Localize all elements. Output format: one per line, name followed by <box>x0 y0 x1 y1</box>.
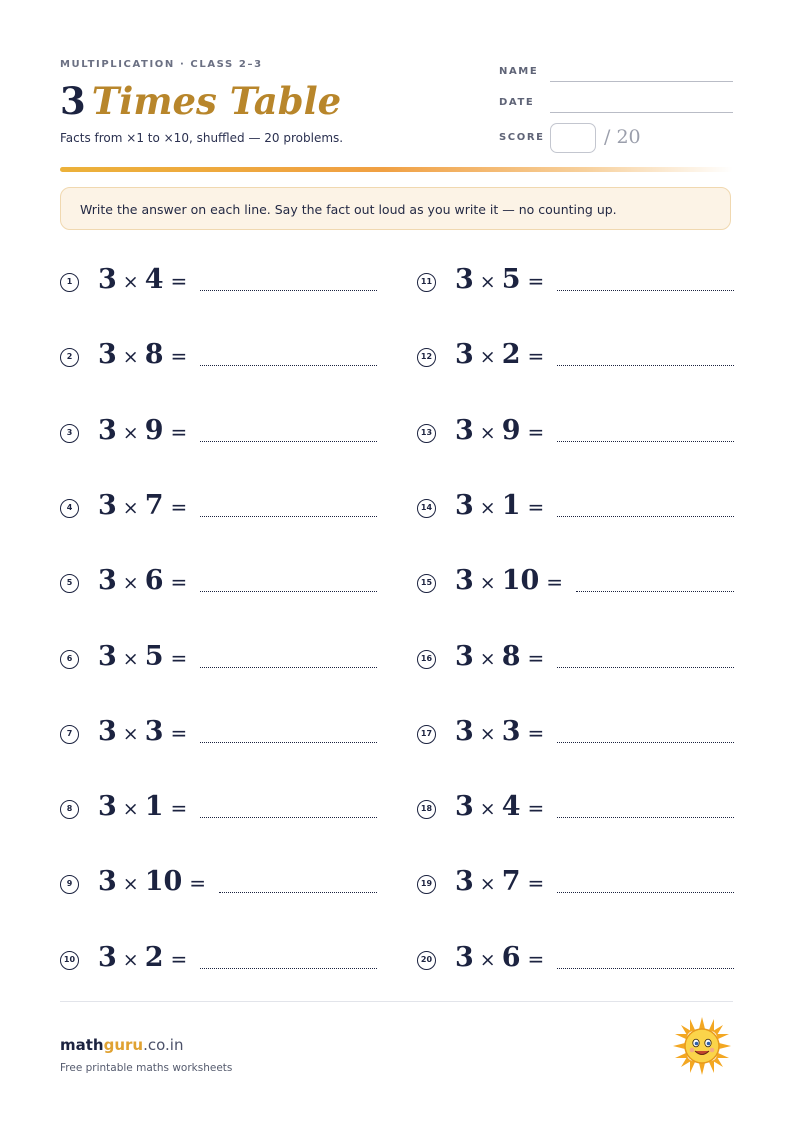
problem-item <box>60 641 377 681</box>
problem-item <box>60 942 377 982</box>
operand-a: 3 <box>98 414 117 446</box>
problem-number: 13 <box>417 424 436 443</box>
operand-a: 3 <box>98 640 117 672</box>
multiply-sign: × <box>479 572 496 595</box>
answer-line[interactable] <box>200 667 377 668</box>
answer-line[interactable] <box>557 516 734 517</box>
answer-line[interactable] <box>557 290 734 291</box>
problem-equation <box>98 942 377 973</box>
problem-item <box>417 866 734 906</box>
operand-a: 3 <box>98 791 117 823</box>
problem-number: 8 <box>60 800 79 819</box>
operand-b: 9 <box>144 414 164 446</box>
equals-sign: = <box>527 871 545 896</box>
problem-number: 7 <box>60 725 79 744</box>
problem-number: 10 <box>60 951 79 970</box>
equals-sign: = <box>170 645 188 670</box>
problem-number: 18 <box>417 800 436 819</box>
problem-number: 17 <box>417 725 436 744</box>
answer-line[interactable] <box>200 742 377 743</box>
equals-sign: = <box>170 570 188 595</box>
problem-equation <box>98 339 377 370</box>
problem-equation <box>455 716 734 747</box>
equals-sign: = <box>527 344 545 369</box>
multiply-sign: × <box>122 421 139 444</box>
problem-equation <box>98 641 377 672</box>
problem-item <box>60 866 377 906</box>
name-label: NAME <box>499 66 539 77</box>
operand-a: 3 <box>455 489 474 521</box>
problem-item <box>417 565 734 605</box>
equals-sign: = <box>527 645 545 670</box>
operand-a: 3 <box>455 414 474 446</box>
multiply-sign: × <box>122 722 139 745</box>
problem-item <box>417 339 734 379</box>
operand-a: 3 <box>98 264 117 295</box>
operand-b: 4 <box>501 791 521 823</box>
brand-part-1: math <box>60 1036 104 1054</box>
problem-item <box>417 641 734 681</box>
footer-divider <box>60 1001 733 1002</box>
problem-equation <box>455 565 734 596</box>
multiply-sign: × <box>122 948 139 971</box>
equals-sign: = <box>546 570 564 595</box>
problem-number: 14 <box>417 499 436 518</box>
problem-item <box>417 791 734 831</box>
problem-equation <box>98 716 377 747</box>
problem-number: 3 <box>60 424 79 443</box>
problem-item <box>417 264 734 304</box>
problem-equation <box>455 490 734 521</box>
operand-a: 3 <box>98 866 117 898</box>
page-title <box>60 78 341 124</box>
problem-equation <box>455 264 734 295</box>
brand-logo <box>60 1036 183 1054</box>
problem-equation <box>98 264 377 295</box>
answer-line[interactable] <box>200 817 377 818</box>
operand-a: 3 <box>455 565 474 597</box>
operand-b: 1 <box>501 489 521 521</box>
operand-b: 7 <box>501 866 521 898</box>
operand-b: 6 <box>144 565 164 597</box>
operand-a: 3 <box>98 715 117 747</box>
equals-sign: = <box>170 946 188 971</box>
multiply-sign: × <box>479 647 496 670</box>
equals-sign: = <box>527 494 545 519</box>
operand-b: 8 <box>144 339 164 371</box>
operand-b: 5 <box>501 264 521 295</box>
equals-sign: = <box>527 720 545 745</box>
problem-number: 11 <box>417 273 436 292</box>
score-total: / 20 <box>604 126 641 148</box>
operand-b: 2 <box>144 941 164 973</box>
date-field[interactable] <box>550 112 733 113</box>
problem-item <box>60 716 377 756</box>
answer-line[interactable] <box>557 667 734 668</box>
title-accent: Times Table <box>91 79 342 123</box>
equals-sign: = <box>527 796 545 821</box>
subtitle: Facts from ×1 to ×10, shuffled — 20 problems. <box>60 131 344 145</box>
problem-equation <box>98 866 377 897</box>
equals-sign: = <box>170 419 188 444</box>
operand-a: 3 <box>455 791 474 823</box>
problem-number: 12 <box>417 348 436 367</box>
problem-number: 16 <box>417 650 436 669</box>
problem-number: 6 <box>60 650 79 669</box>
problem-number: 9 <box>60 875 79 894</box>
multiply-sign: × <box>122 346 139 369</box>
multiply-sign: × <box>479 722 496 745</box>
multiply-sign: × <box>479 948 496 971</box>
problem-number: 2 <box>60 348 79 367</box>
answer-line[interactable] <box>557 817 734 818</box>
problem-equation <box>455 791 734 822</box>
tagline: Free printable maths worksheets <box>60 1062 233 1074</box>
problem-equation <box>455 415 734 446</box>
multiply-sign: × <box>479 346 496 369</box>
equals-sign: = <box>170 269 188 293</box>
problem-item <box>417 716 734 756</box>
equals-sign: = <box>527 946 545 971</box>
multiply-sign: × <box>479 271 496 293</box>
answer-line[interactable] <box>200 365 377 366</box>
problem-item <box>417 415 734 455</box>
multiply-sign: × <box>479 421 496 444</box>
operand-a: 3 <box>455 640 474 672</box>
problem-number: 5 <box>60 574 79 593</box>
multiply-sign: × <box>122 496 139 519</box>
problem-equation <box>98 565 377 596</box>
operand-a: 3 <box>98 941 117 973</box>
multiply-sign: × <box>479 496 496 519</box>
operand-a: 3 <box>455 941 474 973</box>
operand-b: 3 <box>144 715 164 747</box>
multiply-sign: × <box>122 271 139 293</box>
equals-sign: = <box>189 871 207 896</box>
operand-a: 3 <box>455 339 474 371</box>
operand-b: 3 <box>501 715 521 747</box>
answer-line[interactable] <box>219 892 377 893</box>
smiling-sun-icon <box>673 1017 731 1075</box>
answer-line[interactable] <box>576 591 734 592</box>
problem-number: 15 <box>417 574 436 593</box>
operand-a: 3 <box>98 565 117 597</box>
operand-b: 10 <box>501 565 540 597</box>
operand-b: 10 <box>144 866 183 898</box>
problem-item <box>60 264 377 304</box>
equals-sign: = <box>170 796 188 821</box>
multiply-sign: × <box>122 798 139 821</box>
problem-item <box>417 942 734 982</box>
score-box[interactable] <box>550 123 596 153</box>
operand-b: 7 <box>144 489 164 521</box>
equals-sign: = <box>170 344 188 369</box>
problem-equation <box>98 490 377 521</box>
problem-number: 20 <box>417 951 436 970</box>
operand-b: 5 <box>144 640 164 672</box>
operand-b: 8 <box>501 640 521 672</box>
operand-a: 3 <box>455 866 474 898</box>
answer-line[interactable] <box>200 968 377 969</box>
operand-a: 3 <box>455 715 474 747</box>
problem-item <box>60 339 377 379</box>
answer-line[interactable] <box>200 441 377 442</box>
brand-part-3: .co.in <box>143 1036 184 1054</box>
equals-sign: = <box>170 720 188 745</box>
problem-number: 1 <box>60 273 79 292</box>
operand-a: 3 <box>455 264 474 295</box>
answer-line[interactable] <box>557 968 734 969</box>
multiply-sign: × <box>479 873 496 896</box>
operand-a: 3 <box>98 339 117 371</box>
multiply-sign: × <box>122 873 139 896</box>
answer-line[interactable] <box>557 892 734 893</box>
problem-equation <box>455 942 734 973</box>
problem-equation <box>98 791 377 822</box>
operand-b: 2 <box>501 339 521 371</box>
accent-divider <box>60 167 733 172</box>
answer-line[interactable] <box>200 290 377 291</box>
answer-line[interactable] <box>557 365 734 366</box>
problem-equation <box>455 641 734 672</box>
brand-part-2: guru <box>103 1036 144 1054</box>
instructions-box: Write the answer on each line. Say the fact out loud as you write it — no counting up. <box>60 187 731 230</box>
answer-line[interactable] <box>200 516 377 517</box>
problem-number: 19 <box>417 875 436 894</box>
equals-sign: = <box>170 494 188 519</box>
equals-sign: = <box>527 269 545 293</box>
answer-line[interactable] <box>557 742 734 743</box>
problem-item <box>60 791 377 831</box>
operand-b: 4 <box>144 264 164 295</box>
equals-sign: = <box>527 419 545 444</box>
operand-b: 6 <box>501 941 521 973</box>
name-field[interactable] <box>550 81 733 82</box>
multiply-sign: × <box>122 572 139 595</box>
problem-number: 4 <box>60 499 79 518</box>
problem-item <box>60 415 377 455</box>
problem-equation <box>455 866 734 897</box>
date-label: DATE <box>499 97 535 108</box>
operand-b: 1 <box>144 791 164 823</box>
eyebrow: MULTIPLICATION · CLASS 2–3 <box>60 59 263 70</box>
answer-line[interactable] <box>557 441 734 442</box>
score-label: SCORE <box>499 132 545 143</box>
title-number: 3 <box>60 79 86 123</box>
problem-equation <box>455 339 734 370</box>
operand-a: 3 <box>98 489 117 521</box>
problem-item <box>60 490 377 530</box>
problem-equation <box>98 415 377 446</box>
problem-item <box>417 490 734 530</box>
multiply-sign: × <box>122 647 139 670</box>
operand-b: 9 <box>501 414 521 446</box>
answer-line[interactable] <box>200 591 377 592</box>
problem-item <box>60 565 377 605</box>
multiply-sign: × <box>479 798 496 821</box>
